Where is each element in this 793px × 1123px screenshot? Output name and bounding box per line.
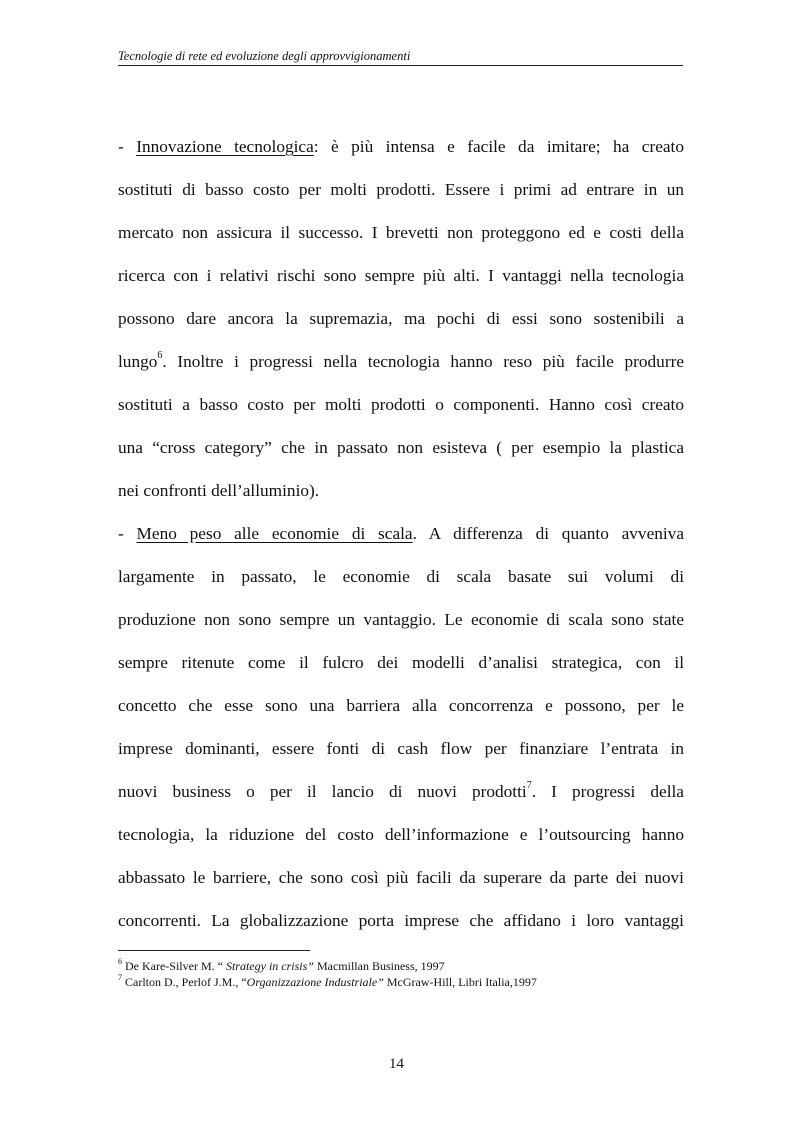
text-line: largamente in passato, le economie di scala basate sui volumi di bbox=[118, 567, 684, 586]
text-line: produzione non sono sempre un vantaggio. Le economie di scala sono state bbox=[118, 610, 684, 629]
footnotes bbox=[118, 958, 684, 990]
list-dash: - bbox=[118, 524, 137, 543]
footnote-6 bbox=[118, 958, 684, 974]
footnote-title: Organizzazione Industriale” bbox=[246, 975, 384, 989]
text-line: una “cross category” che in passato non esisteva ( per esempio la plastica bbox=[118, 438, 684, 457]
text-line: abbassato le barriere, che sono così più facili da superare da parte dei nuovi bbox=[118, 868, 684, 887]
text-line bbox=[118, 125, 684, 168]
text-line: imprese dominanti, essere fonti di cash flow per finanziare l’entrata in bbox=[118, 739, 684, 758]
text-line bbox=[118, 770, 684, 813]
footnote-separator bbox=[118, 950, 310, 951]
text-fragment: . Inoltre i progressi nella tecnologia hanno reso più facile produrre bbox=[162, 352, 684, 371]
term-meno-peso-economie-scala: Meno peso alle economie di scala bbox=[136, 524, 413, 543]
running-header: Tecnologie di rete ed evoluzione degli approvvigionamenti bbox=[118, 48, 683, 66]
footnote-text: Macmillan Business, 1997 bbox=[313, 959, 445, 973]
text-line: possono dare ancora la supremazia, ma pochi di essi sono sostenibili a bbox=[118, 309, 684, 328]
text-line: concorrenti. La globalizzazione porta imprese che affidano i loro vantaggi bbox=[118, 911, 684, 930]
text-line: mercato non assicura il successo. I brevetti non proteggono ed e costi della bbox=[118, 223, 684, 242]
text-line: nei confronti dell’alluminio). bbox=[118, 481, 320, 500]
footnote-text: Carlton D., Perlof J.M., “ bbox=[125, 975, 247, 989]
text-line bbox=[118, 340, 684, 383]
text-line: sostituti a basso costo per molti prodotti o componenti. Hanno così creato bbox=[118, 395, 684, 414]
page-number: 14 bbox=[389, 1056, 404, 1072]
text-fragment: nuovi business o per il lancio di nuovi prodotti bbox=[118, 782, 527, 801]
list-dash: - bbox=[118, 137, 137, 156]
text-line: ricerca con i relativi rischi sono sempre più alti. I vantaggi nella tecnologia bbox=[118, 266, 684, 285]
footnote-text: McGraw-Hill, Libri Italia,1997 bbox=[383, 975, 537, 989]
footnote-title: Strategy in crisis” bbox=[225, 959, 314, 973]
body-text bbox=[118, 125, 684, 942]
footnote-number: 7 bbox=[118, 973, 122, 982]
text-line: sempre ritenute come il fulcro dei modelli d’analisi strategica, con il bbox=[118, 653, 684, 672]
footnote-text: De Kare-Silver M. “ bbox=[125, 959, 226, 973]
footnote-number: 6 bbox=[118, 957, 122, 966]
text-fragment: : è più intensa e facile da imitare; ha creato bbox=[313, 137, 684, 156]
text-fragment: . A differenza di quanto avveniva bbox=[412, 524, 684, 543]
term-innovazione-tecnologica: Innovazione tecnologica bbox=[136, 137, 314, 156]
footnote-ref-6[interactable]: 6 bbox=[157, 350, 163, 362]
text-line: sostituti di basso costo per molti prodotti. Essere i primi ad entrare in un bbox=[118, 180, 684, 199]
footnote-7 bbox=[118, 974, 684, 990]
text-fragment: lungo bbox=[118, 352, 158, 371]
text-fragment: . I progressi della bbox=[531, 782, 684, 801]
text-line: tecnologia, la riduzione del costo dell’informazione e l’outsourcing hanno bbox=[118, 825, 684, 844]
footnote-ref-7[interactable]: 7 bbox=[526, 780, 532, 792]
text-line: concetto che esse sono una barriera alla concorrenza e possono, per le bbox=[118, 696, 684, 715]
text-line bbox=[118, 512, 684, 555]
